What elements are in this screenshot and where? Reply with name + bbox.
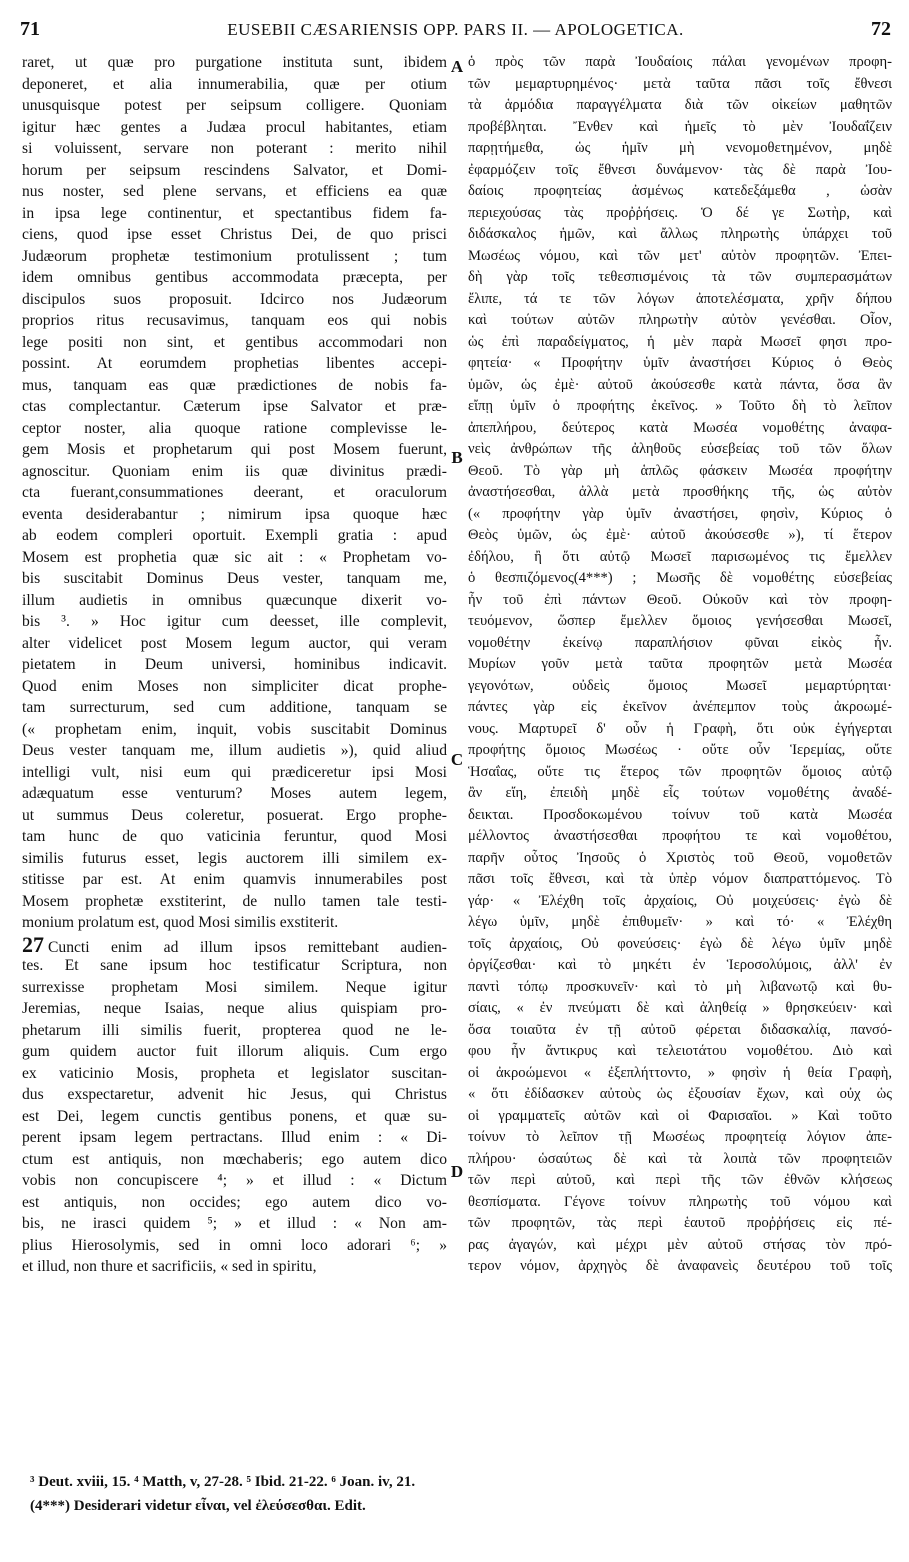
latin-column <box>22 52 447 1278</box>
line-text: γεγονότων, οὐδεὶς ὅμοιος Μωσεῖ μεμαρτύρηται· <box>468 677 892 694</box>
line-text: ἂν εἴη, ἐπειδὴ μηδὲ εἷς τούτων νομοθέτης ἀναδέ- <box>468 785 892 801</box>
text-line <box>468 418 892 440</box>
text-line <box>22 848 447 870</box>
line-text: « ὅτι ἐδίδασκεν αὐτοὺς ὡς ἐξουσίαν ἔχων, καὶ οὐχ ὡς <box>468 1086 892 1102</box>
line-text: bis, ne irasci quidem ⁵; » et illud : « Non am- <box>22 1215 447 1232</box>
text-line <box>22 955 447 977</box>
line-text: διδάσκαλος ἡμῶν, καὶ ἄλλως πληρωτὴς ὑπάρχει τοῦ <box>468 226 892 242</box>
text-line <box>468 805 892 827</box>
line-text: pietatem in Deum universi, hominibus indicavit. <box>22 656 447 673</box>
line-text: ceptor noster, alia quoque ratione complevisse le- <box>22 419 447 437</box>
text-line <box>22 289 447 311</box>
text-line <box>22 654 447 676</box>
line-text: surrexisse prophetam Mosi similem. Neque igitur <box>22 978 447 996</box>
line-text: μέλλοντος ἀναστήσεσθαι προφήτου τε καὶ νομοθέτου, <box>468 828 892 844</box>
text-line <box>22 762 447 784</box>
margin-letter-a: A <box>450 57 464 76</box>
line-text: παντὶ τόπῳ προσκυνεῖν· καὶ τὸ μὴ λιβανωτῷ καὶ θυ- <box>468 978 892 995</box>
text-line <box>22 74 447 96</box>
text-line <box>22 310 447 332</box>
line-text: οἱ ἀκροώμενοι « ἐξεπλήττοντο, » φησὶν ἡ θεία Γραφὴ, <box>468 1064 892 1081</box>
line-text: gum quidem auctor fuit illorum aliquis. Cum ergo <box>22 1043 447 1060</box>
text-line <box>468 1149 892 1171</box>
line-text: Deus vester tanquam me, illum audietis »), quid aliud <box>22 742 447 759</box>
line-text: bis ³. » Hoc igitur cum deesset, ille complevit, <box>22 613 447 630</box>
text-line <box>22 633 447 655</box>
text-line <box>22 1213 447 1235</box>
text-line <box>22 697 447 719</box>
text-line <box>22 1235 447 1257</box>
line-text: stitisse par est. At enim quamvis innumerabiles post <box>22 871 447 888</box>
text-line <box>468 332 892 354</box>
margin-letter-c: C <box>450 750 464 769</box>
text-line <box>468 396 892 418</box>
line-text: τῶν μεμαρτυρημένος· μετὰ ταῦτα πᾶσι τοῖς ἔθνεσι <box>468 75 892 92</box>
text-line <box>468 955 892 977</box>
text-line <box>22 439 447 461</box>
text-line <box>22 547 447 569</box>
page-number-left: 71 <box>20 18 40 40</box>
text-line <box>22 1084 447 1106</box>
text-line <box>468 181 892 203</box>
text-line <box>22 869 447 891</box>
line-text: discipulos suos proposuit. Idcirco nos Judæorum <box>22 290 447 308</box>
text-line <box>22 826 447 848</box>
line-text: ἀναστήσεσθαι, ἀλλὰ μετὰ προσθήκης τῆς, ὡς αὐτὸν <box>468 484 892 500</box>
line-text: proprios ritus recusavimus, tanquam eos qui nobis <box>22 312 447 329</box>
line-text: est antiquis, non occides; ego autem dico vo- <box>22 1193 447 1211</box>
text-line <box>22 117 447 139</box>
line-text: gem Mosis et prophetarum qui post Mosem fuerunt, <box>22 441 447 458</box>
line-text: possint. At eorumdem prophetias libentes accepi- <box>22 355 447 372</box>
text-line <box>22 891 447 913</box>
text-line <box>468 633 892 655</box>
text-line <box>22 568 447 590</box>
page-number-right: 72 <box>871 18 891 40</box>
line-text: cta fuerant,consummationes deerant, et oraculorum <box>22 484 447 501</box>
line-text: si voluissent, servare non poterant : merito nihil <box>22 140 447 157</box>
text-line <box>22 1127 447 1149</box>
text-line <box>22 353 447 375</box>
line-text: illum audietis in omnibus quæcunque dixerit vo- <box>22 591 447 609</box>
text-line <box>468 891 892 913</box>
line-text: ὡς ἐπὶ παραδείγματος, ἡ μὲν παρὰ Μωσεῖ φησι προ- <box>468 333 892 350</box>
text-line <box>468 504 892 526</box>
line-text: eventa desiderabantur ; nimirum ipsa quoque hæc <box>22 505 447 523</box>
text-line <box>22 418 447 440</box>
line-text: ὀργίζεσθαι· καὶ τὸ μηκέτι ἐν Ἱεροσολύμοις, ἀλλ' ἐν <box>468 957 892 973</box>
line-text: ἦν τοῦ ἐπὶ πάντων Θεοῦ. Οὐκοῦν καὶ τὸν προφη- <box>468 591 892 608</box>
text-line <box>468 740 892 762</box>
text-line <box>468 160 892 182</box>
section-number: 27 <box>22 933 44 955</box>
text-line <box>468 848 892 870</box>
line-text: ctum est antiquis, non mœchaberis; ego autem dico <box>22 1150 447 1168</box>
text-line <box>468 826 892 848</box>
text-line <box>468 611 892 633</box>
line-text: ρας ἀγαγών, καὶ μέχρι μὲν αὐτοῦ στήσας τὸν πρό- <box>468 1236 892 1253</box>
line-text: τευόμενον, ὥσπερ ἔμελλεν ὅμοιος γενήσεσθαι Μωσεῖ, <box>468 613 892 629</box>
line-text: τερον νόμον, ἀρχηγὸς δὲ ἀναφανεὶς δευτέρου τοῦ τοῖς <box>468 1258 892 1274</box>
line-text: τὰ ἁρμόδια παραγγέλματα διὰ τῶν οἰκείων μαθητῶν <box>468 97 892 113</box>
text-line <box>468 525 892 547</box>
text-line <box>22 1170 447 1192</box>
line-text: ut summus Deus coleretur, posuerat. Ergo prophe- <box>22 806 447 824</box>
line-text: ὁ πρὸς τῶν παρὰ Ἰουδαίοις πάλαι γενομένων προφη- <box>468 54 892 70</box>
text-line <box>468 52 892 74</box>
line-text: δεικται. Προσδοκωμένου τοίνυν τοῦ κατὰ Μωσέα <box>468 806 892 823</box>
text-line <box>468 289 892 311</box>
line-text: παρῃτήμεθα, ὡς ἡμῖν μὴ νενομοθετημένον, μηδὲ <box>468 140 892 156</box>
line-text: ὁ θεσπιζόμενος(4***) ; Μωσῆς δὲ νομοθέτης εὐσεβείας <box>468 570 892 586</box>
text-line <box>468 95 892 117</box>
text-line <box>22 138 447 160</box>
text-line <box>468 310 892 332</box>
line-text: et illud, non thure et sacrificiis, « sed in spiritu, <box>22 1258 317 1275</box>
text-line <box>22 203 447 225</box>
text-line <box>22 1106 447 1128</box>
line-text: alter videlicet post Mosem legum auctor, qui veram <box>22 634 447 652</box>
text-line <box>22 1149 447 1171</box>
line-text: νομοθέτην ἐκείνῳ παραπλήσιον φῦναι εἰκὸς ἦν. <box>468 634 892 651</box>
line-text: dus exspectaretur, advenit hic Jesus, qui Christus <box>22 1086 447 1103</box>
text-line <box>22 590 447 612</box>
line-text: τοῖς ἀρχαίοις, Οὐ φονεύσεις· ἐγὼ δὲ λέγω ὑμῖν μηδὲ <box>468 935 892 952</box>
text-line <box>468 1106 892 1128</box>
text-line <box>468 1127 892 1149</box>
line-text: οἱ γραμματεῖς αὐτῶν καὶ οἱ Φαρισαῖοι. » Καὶ τοῦτο <box>468 1107 892 1124</box>
text-line <box>22 719 447 741</box>
line-text: nus noster, sed plene servans, et efficiens ea quæ <box>22 183 447 200</box>
text-line <box>22 160 447 182</box>
text-line <box>22 1020 447 1042</box>
text-line <box>22 224 447 246</box>
text-line <box>22 525 447 547</box>
text-line <box>22 52 447 74</box>
line-text: πλήρου· ὡσαύτως δὲ καὶ τὰ λοιπὰ τῶν προφητειῶν <box>468 1150 892 1167</box>
line-text: adæquatum esse venturum? Moses autem legem, <box>22 785 447 802</box>
text-line <box>468 568 892 590</box>
line-text: ab eodem compleri oportuit. Exempli gratia : apud <box>22 527 447 544</box>
line-text: φητεία· « Προφήτην ὑμῖν ἀναστήσει Κύριος ὁ Θεὸς <box>468 355 892 371</box>
line-text: est Dei, legem cunctis gentibus ponens, et quæ su- <box>22 1107 447 1125</box>
text-line <box>22 504 447 526</box>
line-text: mus, tanquam eas quæ prædictiones de nobis fa- <box>22 376 447 394</box>
text-line <box>468 1256 892 1278</box>
line-text: γάρ· « Ἐλέχθη τοῖς ἀρχαίοις, Οὐ μοιχεύσεις· ἐγὼ δὲ <box>468 892 892 909</box>
line-text: προφήτης ὅμοιος Μωσέως · οὔτε οὖν Ἱερεμίας, οὔτε <box>468 742 892 758</box>
line-text: idem omnibus gentibus accommodata præcepta, per <box>22 269 447 286</box>
text-line <box>22 375 447 397</box>
text-line <box>22 783 447 805</box>
text-line <box>468 246 892 268</box>
line-text: Θεὸς ὑμῶν, ὡς ἐμὲ· αὐτοῦ ἀκούσεσθε »), τί ἕτερον <box>468 527 892 543</box>
line-text: ciens, quod ipse esset Christus Dei, de quo prisci <box>22 226 447 243</box>
line-text: προβέβληται. Ἔνθεν καὶ ἡμεῖς τὸ μὲν Ἰουδαΐζειν <box>468 118 892 135</box>
text-line <box>468 697 892 719</box>
line-text: ex vaticinio Mosis, propheta et legislator suscitan- <box>22 1064 447 1082</box>
text-line <box>468 375 892 397</box>
line-text: φου ἦν ἄντικρυς καὶ τελειοτάτου νομοθέτου. Διὸ καὶ <box>468 1043 892 1059</box>
line-text: δὴ γὰρ τοῖς τεθεσπισμένοις τὰ τῶν συμπερασμάτων <box>468 269 892 285</box>
text-line <box>468 547 892 569</box>
line-text: πάντες γὰρ εἰς ἐκεῖνον ἀνέπεμπον τοὺς ἀκροωμέ- <box>468 699 892 715</box>
line-text: igitur hæc gentes a Judæa procul habitantes, etiam <box>22 118 447 136</box>
text-line <box>468 1063 892 1085</box>
line-text: vobis non concupiscere ⁴; » et illud : « Dictum <box>22 1172 447 1189</box>
text-line <box>22 912 447 934</box>
text-line <box>22 1063 447 1085</box>
line-text: Μωσέως νόμου, καὶ τῶν μετ' αὐτὸν προφητῶν. Ἐπει- <box>468 247 892 264</box>
line-text: Jeremias, neque Isaias, neque alius quispiam pro- <box>22 1000 447 1017</box>
text-line <box>468 1192 892 1214</box>
footnote-line: ³ Deut. xviii, 15. ⁴ Matth, v, 27-28. ⁵ Ibid. 21-22. ⁶ Joan. iv, 21. <box>30 1474 416 1490</box>
footnote-line: (4***) Desiderari videtur εἶναι, vel ἐλεύσεσθαι. Edit. <box>30 1498 366 1514</box>
text-line <box>22 1256 447 1278</box>
line-text: monium prolatum est, quod Mosi similis exstiterit. <box>22 914 339 931</box>
text-line <box>468 439 892 461</box>
line-text: Ἡσαΐας, οὔτε τις ἕτερος τῶν προφητῶν ὅμοιος αὐτῷ <box>468 763 892 780</box>
line-text: Mosem prophetæ exstiterint, de nullo tamen tale testi- <box>22 892 447 910</box>
line-text: similis futurus esset, legis auctorem illi similem ex- <box>22 849 447 867</box>
text-line <box>468 762 892 784</box>
text-line <box>22 676 447 698</box>
line-text: Quod enim Moses non simpliciter dicat prophe- <box>22 677 447 695</box>
text-line <box>22 95 447 117</box>
text-line <box>468 138 892 160</box>
line-text: raret, ut quæ pro purgatione instituta sunt, ibidem <box>22 54 447 71</box>
text-line <box>22 805 447 827</box>
line-text: Judæorum prophetæ testimonium protulissent ; tum <box>22 247 447 265</box>
line-text: agnoscitur. Quoniam enim iis quæ divinitus prædi- <box>22 462 447 480</box>
text-line <box>468 869 892 891</box>
text-line <box>468 1041 892 1063</box>
text-line <box>468 353 892 375</box>
text-line <box>22 998 447 1020</box>
text-line <box>22 396 447 418</box>
text-line <box>468 590 892 612</box>
line-text: intelligi vult, nisi eum qui prædiceretur ipsi Mosi <box>22 763 447 781</box>
text-line <box>22 332 447 354</box>
line-text: tam hunc de quo vaticinia feruntur, quod Mosi <box>22 828 447 845</box>
running-header <box>20 18 891 44</box>
text-line <box>22 1192 447 1214</box>
text-line <box>468 783 892 805</box>
text-line <box>22 1041 447 1063</box>
line-text: lege positi non sint, et gentibus accommodari non <box>22 333 447 351</box>
line-text: Μυρίων γοῦν μετὰ ταῦτα προφητῶν μετὰ Μωσέα <box>468 656 892 672</box>
line-text: plius Hierosolymis, sed in omni loco adorari ⁶; » <box>22 1236 447 1254</box>
line-text: ἐδήλου, ἢ ὅτι αὐτῷ Μωσεῖ παρισωμένος τις ἔμελλεν <box>468 548 892 565</box>
text-line <box>22 934 447 956</box>
text-line <box>468 676 892 698</box>
text-line <box>468 1170 892 1192</box>
line-text: horum per seipsum rescindens Salvator, et Domi- <box>22 161 447 179</box>
text-line <box>468 224 892 246</box>
text-line <box>22 246 447 268</box>
text-line <box>22 977 447 999</box>
line-text: bis suscitabit Dominus Deus vester, tanquam me, <box>22 570 447 587</box>
line-text: ἀπεπλήρου, δεύτερος κατὰ Μωσέα νομοθέτης ἀναφα- <box>468 419 892 436</box>
line-text: τῶν προφητῶν, τὰς περὶ ἑαυτοῦ προῤῥήσεις εἰς πέ- <box>468 1215 892 1231</box>
line-text: εἴπῃ ὑμῖν ὁ προφήτης ἐκεῖνος. » Τοῦτο δὴ τὸ λεῖπον <box>468 398 892 414</box>
line-text: τοίνυν τὸ λεῖπον τῇ Μωσέως προφητείᾳ λόγιον ἀπε- <box>468 1129 892 1145</box>
line-text: unusquisque potest per seipsum colligere. Quoniam <box>22 97 447 114</box>
line-text: (« προφήτην γὰρ ὑμῖν ἀναστήσει, φησὶν, Κύριος ὁ <box>468 505 892 522</box>
line-text: perent ipsam legem pertractans. Illud enim : « Di- <box>22 1129 447 1146</box>
text-line <box>22 611 447 633</box>
running-title: EUSEBII CÆSARIENSIS OPP. PARS II. — APOLOGETICA. <box>227 20 684 39</box>
text-line <box>468 74 892 96</box>
line-text: τῶν περὶ αὐτοῦ, καὶ περὶ τῆς τῶν ἐθνῶν κλήσεως <box>468 1172 892 1188</box>
line-text: Cuncti enim ad illum ipsos remittebant audien- <box>48 938 447 955</box>
line-text: ctas complectantur. Cæterum ipse Salvator et præ- <box>22 398 447 415</box>
text-line <box>22 461 447 483</box>
line-text: tam surrecturum, sed cum additione, tanquam se <box>22 699 447 716</box>
margin-letter-d: D <box>450 1162 464 1181</box>
line-text: καὶ τούτων αὐτῶν πληρωτὴν αὐτὸν γενέσθαι. Οἷον, <box>468 312 892 328</box>
text-line <box>468 1020 892 1042</box>
line-text: ὑμῶν, ὡς ἐμὲ· αὐτοῦ ἀκούσεσθε κατὰ πάντα, ὅσα ἂν <box>468 376 892 393</box>
text-line <box>22 740 447 762</box>
line-text: in ipsa lege continentur, et spectantibus fidem fa- <box>22 204 447 222</box>
text-line <box>468 482 892 504</box>
line-text: περιεχούσας τὰς προῤῥήσεις. Ὁ δέ γε Σωτὴρ, καὶ <box>468 204 892 221</box>
line-text: tes. Et sane ipsum hoc testificatur Scriptura, non <box>22 957 447 974</box>
text-line <box>22 482 447 504</box>
line-text: νεὶς ἀνθρώπων τῆς ἀληθοῦς εὐσεβείας τοῦ τῶν ὅλων <box>468 441 892 457</box>
line-text: ἔλιπε, τά τε τῶν λόγων ἀποτελέσματα, χρῆν δήπου <box>468 290 892 307</box>
text-line <box>468 1213 892 1235</box>
line-text: λέγω ὑμῖν, μηδὲ ἐπιθυμεῖν· » καὶ τό· « Ἐλέχθη <box>468 914 892 930</box>
text-line <box>468 1084 892 1106</box>
line-text: Mosem est prophetia quæ sic ait : « Prophetam vo- <box>22 548 447 566</box>
line-text: phetarum illi similis fuerit, propterea quod ne le- <box>22 1021 447 1039</box>
text-line <box>468 912 892 934</box>
line-text: deponeret, et alia innumerabilia, quæ per otium <box>22 75 447 93</box>
text-line <box>468 203 892 225</box>
text-line <box>468 719 892 741</box>
footnotes <box>30 1470 890 1518</box>
line-text: δαίοις προφητείας ἀσμένως κατεδεξάμεθα , ὡσὰν <box>468 183 892 199</box>
line-text: ἐφαρμόζειν τοῖς ἔθνεσι δυνάμενον· τὰς δὲ παρὰ Ἰου- <box>468 161 892 178</box>
text-line <box>468 654 892 676</box>
line-text: σίαις, « ἐν πνεύματι δὲ καὶ ἀληθείᾳ » θρησκεύειν· καὶ <box>468 1000 892 1016</box>
line-text: ὅσα τοιαῦτα ἐν τῇ αὐτοῦ φέρεται διδασκαλίᾳ, πανσό- <box>468 1021 892 1038</box>
text-line <box>468 934 892 956</box>
line-text: Θεοῦ. Τὸ γὰρ μὴ ἁπλῶς φάσκειν Μωσέα προφήτην <box>468 462 892 479</box>
text-line <box>468 461 892 483</box>
line-text: παρῆν οὗτος Ἰησοῦς ὁ Χριστὸς τοῦ Θεοῦ, νομοθετῶν <box>468 849 892 866</box>
line-text: (« prophetam enim, inquit, vobis suscitabit Dominus <box>22 720 447 738</box>
text-line <box>468 977 892 999</box>
text-line <box>468 998 892 1020</box>
line-text: θεσπίσματα. Γέγονε τοίνυν πληρωτὴς τοῦ νόμου καὶ <box>468 1193 892 1210</box>
text-line <box>22 267 447 289</box>
line-text: νους. Μαρτυρεῖ δ' οὖν ἡ Γραφὴ, ὅτι οὐκ ἐγήγερται <box>468 720 892 737</box>
text-line <box>468 267 892 289</box>
line-text: πᾶσι τοῖς ἔθνεσι, καὶ τὰ ὑπὲρ νόμον διαπραττόμενος. Τὸ <box>468 871 892 887</box>
margin-letter-b: B <box>451 448 463 467</box>
text-line <box>22 181 447 203</box>
text-line <box>468 1235 892 1257</box>
text-line <box>468 117 892 139</box>
greek-column <box>468 52 892 1278</box>
